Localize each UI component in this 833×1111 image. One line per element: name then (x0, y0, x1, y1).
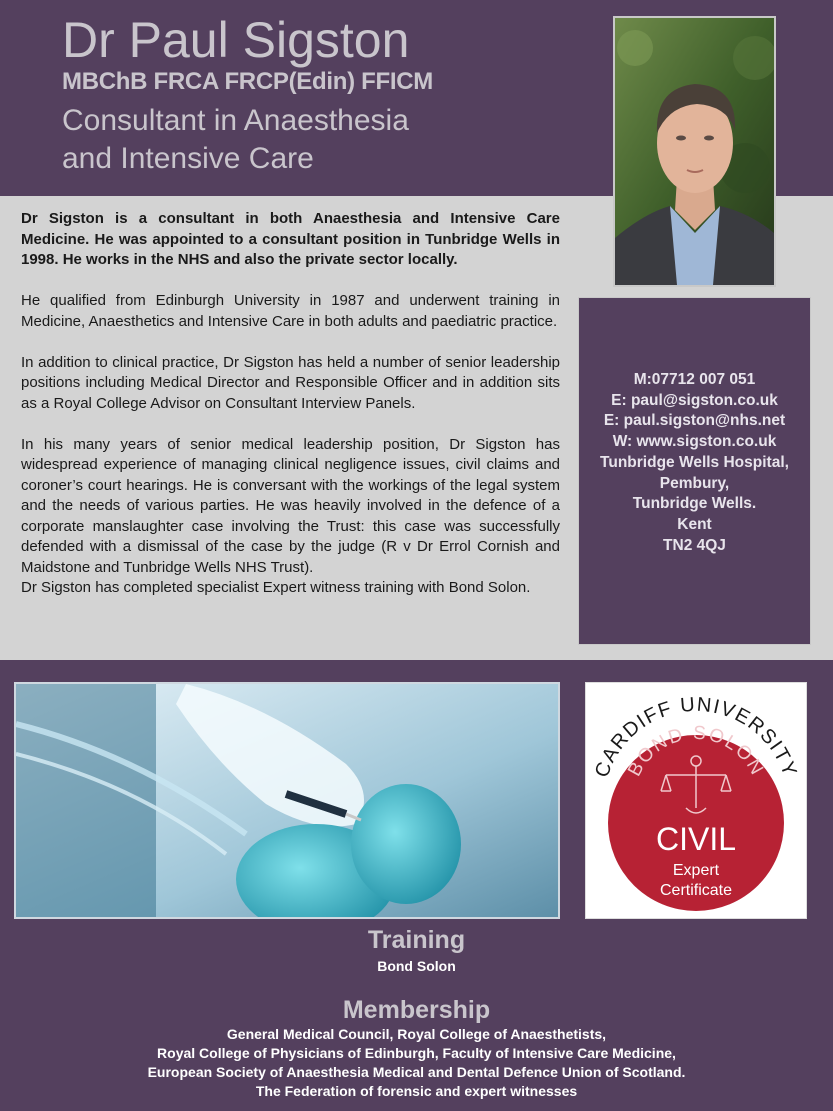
contact-box (578, 297, 811, 645)
contact-email-2: E: paul.sigston@nhs.net (603, 412, 786, 430)
membership-line-1: General Medical Council, Royal College of Anaesthetists, (226, 1026, 607, 1042)
membership-heading: Membership (342, 996, 491, 1024)
iv-drip-gloved-hands-image (16, 684, 558, 917)
cert-expert-text: Expert (672, 862, 720, 879)
biography (21, 209, 560, 599)
contact-details (579, 370, 810, 556)
bio-paragraph-training: Dr Sigston has completed specialist Expert witness training with Bond Solon. (21, 579, 531, 596)
portrait-photo (613, 16, 776, 287)
qualifications: MBChB FRCA FRCP(Edin) FFICM (62, 68, 433, 95)
membership-line-3: European Society of Anaesthesia Medical and Dental Defence Union of Scotland. (147, 1064, 686, 1080)
job-title-line-1: Consultant in Anaesthesia (62, 104, 409, 137)
membership-list (0, 1025, 833, 1101)
contact-address-3: Tunbridge Wells. (632, 495, 757, 513)
certificate-logo (586, 683, 806, 918)
training-body: Bond Solon (377, 958, 456, 974)
bio-paragraph-experience: In his many years of senior medical leadership position, Dr Sigston has widespread experience of managing clinical negligence issues, civil claims and coroner’s court hearings. He is conversant with the workings of the legal system and the needs of various parties. He was heavily involved in the defence of a corporate manslaughter case involving the Trust: this case was successfully defended with a dismissal of the case by the judge (R v Dr Errol Cornish and Maidstone and Tunbridge Wells NHS Trust). (21, 435, 560, 576)
bio-paragraph-leadership: In addition to clinical practice, Dr Sigston has held a number of senior leadership positions including Medical Director and Responsible Officer and in addition sits as a Royal College Advisor on Consultant Interview Panels. (21, 353, 560, 412)
bond-solon-civil-certificate-badge (585, 682, 807, 919)
contact-postcode: TN2 4QJ (663, 536, 726, 554)
contact-website: W: www.sigston.co.uk (612, 433, 777, 451)
job-title (62, 102, 409, 178)
contact-mobile: M:07712 007 051 (633, 371, 756, 388)
contact-email-1: E: paul@sigston.co.uk (611, 391, 778, 409)
contact-address-2: Pembury, (659, 474, 730, 492)
cert-civil-text: CIVIL (655, 821, 737, 857)
doctor-name: Dr Paul Sigston (62, 12, 410, 68)
contact-address-1: Tunbridge Wells Hospital, (600, 453, 789, 471)
job-title-line-2: and Intensive Care (62, 142, 314, 175)
membership-line-4: The Federation of forensic and expert witnesses (255, 1083, 578, 1099)
cert-arc-text-outer: CARDIFF UNIVERSITY (591, 693, 801, 781)
training-heading: Training (367, 926, 466, 954)
portrait-illustration (615, 18, 774, 285)
cert-arc-text-inner: BOND SOLON (624, 722, 768, 780)
contact-address-4: Kent (677, 515, 712, 533)
bio-paragraph-education: He qualified from Edinburgh University in 1987 and underwent training in Medicine, Anaesthetics and Intensive Care in both adults and paediatric practice. (21, 292, 560, 330)
medical-image (14, 682, 560, 919)
membership-line-2: Royal College of Physicians of Edinburgh, Faculty of Intensive Care Medicine, (157, 1045, 676, 1061)
bio-intro: Dr Sigston is a consultant in both Anaesthesia and Intensive Care Medicine. He was appointed to a consultant position in Tunbridge Wells in 1998. He works in the NHS and also the private sector locally. (21, 210, 560, 268)
cert-certificate-text: Certificate (659, 882, 733, 899)
